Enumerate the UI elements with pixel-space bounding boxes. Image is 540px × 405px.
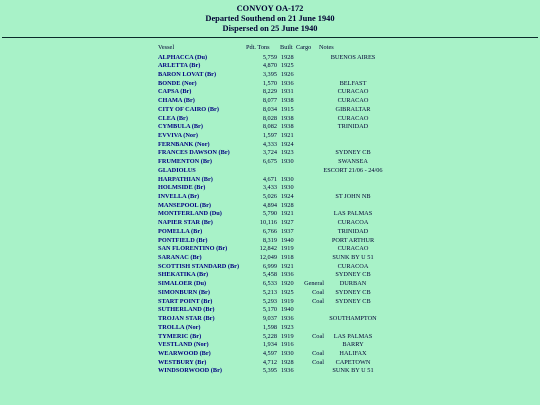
vessel-link[interactable]: POMELLA (Br) (158, 227, 203, 235)
tons-cell: 3,433 (262, 184, 277, 192)
vessel-link[interactable]: TROJAN STAR (Br) (158, 315, 215, 323)
built-cell: 1923 (281, 323, 294, 331)
notes-cell: ESCORT 21/06 - 24/06 (323, 166, 383, 174)
built-cell: 1936 (281, 271, 294, 279)
notes-cell: CURACAO (337, 88, 369, 96)
table-row (0, 245, 540, 254)
vessel-link[interactable]: SUTHERLAND (Br) (158, 306, 215, 314)
built-cell: 1919 (281, 297, 294, 305)
built-cell: 1930 (281, 158, 294, 166)
tons-cell: 5,228 (262, 332, 277, 340)
table-row (0, 80, 540, 89)
notes-cell: SYDNEY CB (335, 271, 371, 279)
table-row (0, 115, 540, 124)
built-cell: 1930 (281, 175, 294, 183)
table-row (0, 298, 540, 307)
table-row (0, 88, 540, 97)
table-row (0, 123, 540, 132)
tons-cell: 8,319 (262, 236, 277, 244)
built-cell: 1923 (281, 149, 294, 157)
built-cell: 1919 (281, 332, 294, 340)
built-cell: 1915 (281, 105, 294, 113)
notes-cell: BELFAST (339, 79, 367, 87)
table-row (0, 167, 540, 176)
notes-cell: CAPETOWN (335, 358, 371, 366)
tons-cell: 5,026 (262, 193, 277, 200)
tons-cell: 5,395 (262, 367, 277, 375)
table-row (0, 350, 540, 359)
table-row (0, 158, 540, 167)
table-row (0, 210, 540, 219)
tons-cell: 12,049 (259, 254, 277, 262)
table-row (0, 237, 540, 246)
built-cell: 1928 (281, 358, 294, 366)
built-cell: 1926 (281, 70, 294, 78)
vessel-link[interactable]: CITY OF CAIRO (Br) (158, 105, 219, 113)
table-row (0, 271, 540, 280)
notes-cell: SWANSEA (338, 158, 368, 166)
built-cell: 1940 (281, 236, 294, 244)
vessel-link[interactable]: CAPSA (Br) (158, 88, 192, 96)
built-cell: 1938 (281, 123, 294, 131)
vessel-link[interactable]: SHEKATIKA (Br) (158, 271, 209, 279)
table-row (0, 193, 540, 202)
departed-line: Departed Southend on 21 June 1940 (205, 14, 335, 24)
tons-cell: 4,671 (262, 175, 277, 183)
tons-cell: 5,759 (262, 53, 277, 61)
notes-cell: SUNK BY U 51 (332, 254, 374, 262)
table-row (0, 359, 540, 368)
tons-cell: 3,724 (262, 149, 277, 157)
vessel-link[interactable]: SAN FLORENTINO (Br) (158, 245, 228, 253)
vessel-link[interactable]: START POINT (Br) (158, 297, 213, 305)
notes-cell: SYDNEY CB (335, 297, 371, 305)
dispersed-line: Dispersed on 25 June 1940 (222, 24, 318, 34)
notes-cell: CURACAO (337, 114, 369, 122)
built-cell: 1938 (281, 114, 294, 122)
vessel-link[interactable]: SARANAC (Br) (158, 254, 202, 262)
table-row (0, 306, 540, 315)
built-cell: 1928 (281, 201, 294, 209)
built-cell: 1921 (281, 210, 294, 218)
cargo-cell: Coal (312, 288, 324, 296)
tons-cell: 1,934 (262, 341, 277, 349)
built-cell: 1921 (281, 131, 294, 139)
table-row (0, 228, 540, 237)
vessel-link[interactable]: FRANCES DAWSON (Br) (158, 149, 230, 157)
tons-cell: 9,037 (262, 315, 277, 323)
table-row (0, 184, 540, 193)
built-cell: 1938 (281, 97, 294, 105)
built-cell: 1924 (281, 193, 294, 200)
table-row (0, 141, 540, 150)
built-cell: 1931 (281, 88, 294, 96)
cargo-cell: Coal (312, 297, 324, 305)
vessel-link[interactable]: MONTFERLAND (Du) (158, 210, 222, 218)
notes-cell: TRINIDAD (337, 227, 369, 235)
cargo-cell: Coal (312, 349, 324, 357)
tons-cell: 6,999 (262, 262, 277, 270)
notes-cell: SYDNEY CB (335, 288, 371, 296)
vessel-link[interactable]: WINDSORWOOD (Br) (158, 367, 222, 375)
vessel-link[interactable]: ARLETTA (Br) (158, 62, 201, 70)
cargo-cell: General (304, 280, 324, 288)
tons-cell: 10,116 (259, 219, 277, 227)
vessel-link[interactable]: PONTFIELD (Br) (158, 236, 208, 244)
table-row (0, 202, 540, 211)
tons-cell: 5,790 (262, 210, 277, 218)
tons-cell: 6,533 (262, 280, 277, 288)
notes-cell: HALIFAX (339, 349, 367, 357)
table-row (0, 97, 540, 106)
vessel-table (0, 54, 540, 377)
table-row (0, 106, 540, 115)
built-cell: 1936 (281, 315, 294, 323)
built-cell: 1937 (281, 227, 294, 235)
notes-cell: ST JOHN NB (335, 193, 371, 200)
built-cell: 1921 (281, 262, 294, 270)
notes-cell: LAS PALMAS (333, 210, 373, 218)
vessel-link[interactable]: CLEA (Br) (158, 114, 188, 122)
notes-cell: SYDNEY CB (335, 149, 371, 157)
notes-cell: TRINIDAD (337, 123, 369, 131)
vessel-link[interactable]: MANSEPOOL (Br) (158, 201, 211, 209)
built-cell: 1920 (281, 280, 294, 288)
notes-cell: CURACOA (337, 219, 369, 227)
notes-cell: SUNK BY U 51 (332, 367, 374, 375)
table-row (0, 62, 540, 71)
vessel-link[interactable]: NAPIER STAR (Br) (158, 219, 213, 227)
tons-cell: 4,333 (262, 140, 277, 148)
built-cell: 1925 (281, 288, 294, 296)
notes-cell: CURACAO (337, 245, 369, 253)
table-row (0, 367, 540, 376)
built-cell: 1916 (281, 341, 294, 349)
built-cell: 1925 (281, 62, 294, 70)
notes-cell: CURACAO (337, 97, 369, 105)
built-cell: 1940 (281, 306, 294, 314)
table-row (0, 54, 540, 63)
tons-cell: 5,170 (262, 306, 277, 314)
cargo-cell: Coal (312, 358, 324, 366)
table-row (0, 324, 540, 333)
tons-cell: 4,597 (262, 349, 277, 357)
table-row (0, 280, 540, 289)
table-row (0, 333, 540, 342)
tons-cell: 4,870 (262, 62, 277, 70)
table-row (0, 289, 540, 298)
tons-cell: 8,082 (262, 123, 277, 131)
column-header-notes: Notes (319, 44, 334, 51)
tons-cell: 1,570 (262, 79, 277, 87)
notes-cell: GIBRALTAR (335, 105, 371, 113)
vessel-link[interactable]: BONDE (Nor) (158, 79, 197, 87)
cargo-cell: Coal (312, 332, 324, 340)
tons-cell: 3,395 (262, 70, 277, 78)
table-row (0, 132, 540, 141)
vessel-link[interactable]: FRUMENTON (Br) (158, 158, 212, 166)
tons-cell: 5,458 (262, 271, 277, 279)
vessel-link[interactable]: VESTLAND (Nor) (158, 341, 209, 349)
vessel-link[interactable]: HOLMSIDE (Br) (158, 184, 206, 192)
header-divider (2, 37, 538, 38)
column-header-cargo: Cargo (296, 44, 312, 51)
column-header-built: Built (280, 44, 293, 51)
tons-cell: 4,894 (262, 201, 277, 209)
column-header-tons: Pdt. Tons (246, 44, 270, 51)
notes-cell: BUENOS AIRES (330, 53, 376, 61)
vessel-link[interactable]: CYMBULA (Br) (158, 123, 203, 131)
vessel-link[interactable]: TYMERIC (Br) (158, 332, 202, 340)
built-cell: 1918 (281, 254, 294, 262)
table-row (0, 341, 540, 350)
table-row (0, 176, 540, 185)
vessel-link[interactable]: HARPATHIAN (Br) (158, 175, 213, 183)
notes-cell: CURACOA (337, 262, 369, 270)
tons-cell: 8,034 (262, 105, 277, 113)
vessel-link[interactable]: WESTBURY (Br) (158, 358, 207, 366)
table-row (0, 254, 540, 263)
tons-cell: 8,229 (262, 88, 277, 96)
built-cell: 1924 (281, 140, 294, 148)
built-cell: 1930 (281, 349, 294, 357)
notes-cell: SOUTHAMPTON (329, 315, 377, 323)
tons-cell: 5,293 (262, 297, 277, 305)
built-cell: 1919 (281, 245, 294, 253)
tons-cell: 12,842 (259, 245, 277, 253)
notes-cell: PORT ARTHUR (331, 236, 375, 244)
vessel-link[interactable]: SIMALOER (Du) (158, 280, 207, 288)
notes-cell: BARRY (342, 341, 364, 349)
vessel-link[interactable]: FERNBANK (Nor) (158, 140, 210, 148)
vessel-link[interactable]: TROLLA (Nor) (158, 323, 201, 331)
notes-cell: LAS PALMAS (333, 332, 373, 340)
convoy-header (0, 4, 540, 35)
tons-cell: 4,712 (262, 358, 277, 366)
built-cell: 1928 (281, 53, 294, 61)
built-cell: 1927 (281, 219, 294, 227)
built-cell: 1930 (281, 184, 294, 192)
tons-cell: 6,766 (262, 227, 277, 235)
vessel-link[interactable]: INVELLA (Br) (158, 193, 200, 200)
tons-cell: 1,597 (262, 131, 277, 139)
built-cell: 1936 (281, 79, 294, 87)
table-row (0, 315, 540, 324)
tons-cell: 8,028 (262, 114, 277, 122)
vessel-link[interactable]: EVVIVA (Nor) (158, 131, 198, 139)
notes-cell: DURBAN (339, 280, 367, 288)
vessel-link[interactable]: GLADIOLUS (158, 166, 196, 174)
vessel-link[interactable]: SCOTTISH STANDARD (Br) (158, 262, 240, 270)
table-row (0, 71, 540, 80)
tons-cell: 1,598 (262, 323, 277, 331)
table-row (0, 219, 540, 228)
vessel-link[interactable]: SIMONBURN (Br) (158, 288, 210, 296)
convoy-title: CONVOY OA-172 (236, 4, 304, 13)
vessel-link[interactable]: BARON LOVAT (Br) (158, 70, 217, 78)
table-row (0, 263, 540, 272)
tons-cell: 5,213 (262, 288, 277, 296)
tons-cell: 6,675 (262, 158, 277, 166)
table-row (0, 149, 540, 158)
vessel-link[interactable]: CHAMA (Br) (158, 97, 195, 105)
column-header-vessel: Vessel (158, 44, 175, 51)
tons-cell: 8,077 (262, 97, 277, 105)
vessel-link[interactable]: WEARWOOD (Br) (158, 349, 211, 357)
built-cell: 1936 (281, 367, 294, 375)
vessel-link[interactable]: ALPHACCA (Du) (158, 53, 208, 61)
